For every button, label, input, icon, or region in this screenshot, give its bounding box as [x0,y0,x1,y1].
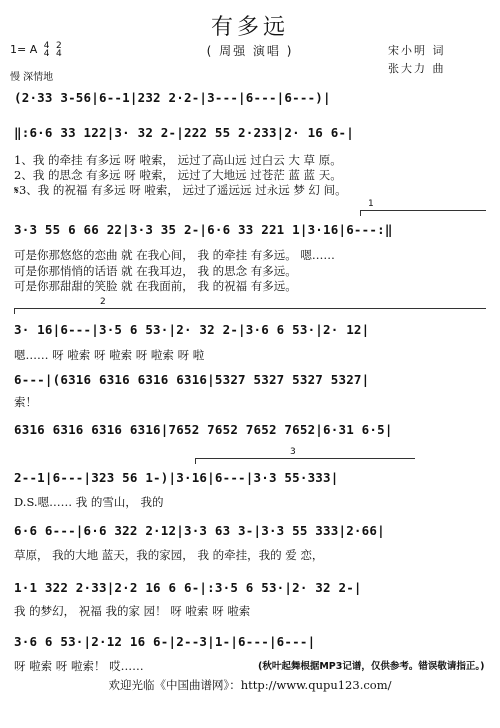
volta-3-tick [195,458,196,464]
score-line-9: 1·1 322 2·33|2·2 16 6 6-|:3·5 6 53·|2· 32 2-| [14,580,362,595]
volta-3-bracket [195,458,415,459]
volta-2-bracket [14,308,486,309]
meter-2-bottom: 4 [55,49,62,59]
transcription-note: (秋叶起舞根据MP3记谱，仅供参考。错误敬请指正。) [258,661,485,672]
lyric-line-10: 呀 啦索 呀 啦索！ 哎…… [14,659,144,673]
meter-2-top: 2 [55,41,62,51]
lyric-line-2b: 2、我 的思念 有多远 呀 啦索， 远过了大地远 过苍茫 蓝 蓝 天。 [14,168,342,182]
score-line-4: 3· 16|6---|3·5 6 53·|2· 32 2-|3·6 6 53·|2· 12| [14,322,370,337]
lyric-line-3c: 可是你那甜甜的笑脸 就 在我面前， 我 的祝福 有多远。 [14,279,297,293]
score-line-2: ‖:6·6 33 122|3· 32 2-|222 55 2·233|2· 16 6-| [14,125,354,140]
volta-1-tick [360,210,361,216]
volta-2-number: 2 [100,297,106,307]
lyric-line-7: D.S.嗯…… 我 的雪山， 我的 [14,495,164,509]
meter-1 [44,42,50,58]
lyric-line-9: 我 的梦幻， 祝福 我的家 园！ 呀 啦索 呀 啦索 [14,604,251,618]
lyric-line-2c: 𝄋3、我 的祝福 有多远 呀 啦索， 远过了遥远远 过永远 梦 幻 间。 [14,183,347,197]
meter-1-bottom: 4 [43,49,50,59]
meter-1-top: 4 [43,41,50,51]
score-line-3: 3·3 55 6 66 22|3·3 35 2-|6·6 33 221 1|3·16|6---:‖ [14,222,393,237]
lyric-line-8: 草原， 我的大地 蓝天，我的家园， 我 的牵挂，我的 爱 恋， [14,548,324,562]
lyric-line-5: 索！ [14,395,37,409]
volta-1-number: 1 [368,199,374,209]
volta-1-bracket [360,210,486,211]
key-label: 1= A [10,43,38,56]
lyric-line-3b: 可是你那悄悄的话语 就 在我耳边， 我 的思念 有多远。 [14,264,297,278]
lyric-line-3a: 可是你那悠悠的恋曲 就 在我心间， 我 的牵挂 有多远。 嗯…… [14,248,335,262]
lyricist-credit: 宋小明 词 [388,44,446,57]
score-line-10: 3·6 6 53·|2·12 16 6-|2--3|1-|6---|6---| [14,634,316,649]
key-signature [10,42,62,58]
volta-2-tick [14,308,15,314]
score-line-7: 2--1|6---|323 56 1-)|3·16|6---|3·3 55·333| [14,470,339,485]
lyric-line-2a: 1、我 的牵挂 有多远 呀 啦索， 远过了高山远 过白云 大 草 原。 [14,153,342,167]
volta-3-number: 3 [290,447,296,457]
score-line-1: (2·33 3-56|6--1|232 2·2-|3---|6---|6---)| [14,90,331,105]
song-title: 有多远 [210,15,289,40]
lyric-line-4: 嗯…… 呀 啦索 呀 啦索 呀 啦索 呀 啦 [14,348,205,362]
composer-credit: 张大力 曲 [388,62,446,75]
tempo-marking: 慢 深情地 [10,72,54,83]
site-footer: 欢迎光临《中国曲谱网》：http://www.qupu123.com/ [108,678,392,692]
score-line-5: 6---|(6316 6316 6316 6316|5327 5327 5327 5327| [14,372,370,387]
performer-credit: ( 周强 演唱 ) [206,44,294,58]
meter-2 [56,42,62,58]
score-line-8: 6·6 6---|6·6 322 2·12|3·3 63 3-|3·3 55 333|2·66| [14,523,385,538]
score-line-6: 6316 6316 6316 6316|7652 7652 7652 7652|6·31 6·5| [14,422,393,437]
